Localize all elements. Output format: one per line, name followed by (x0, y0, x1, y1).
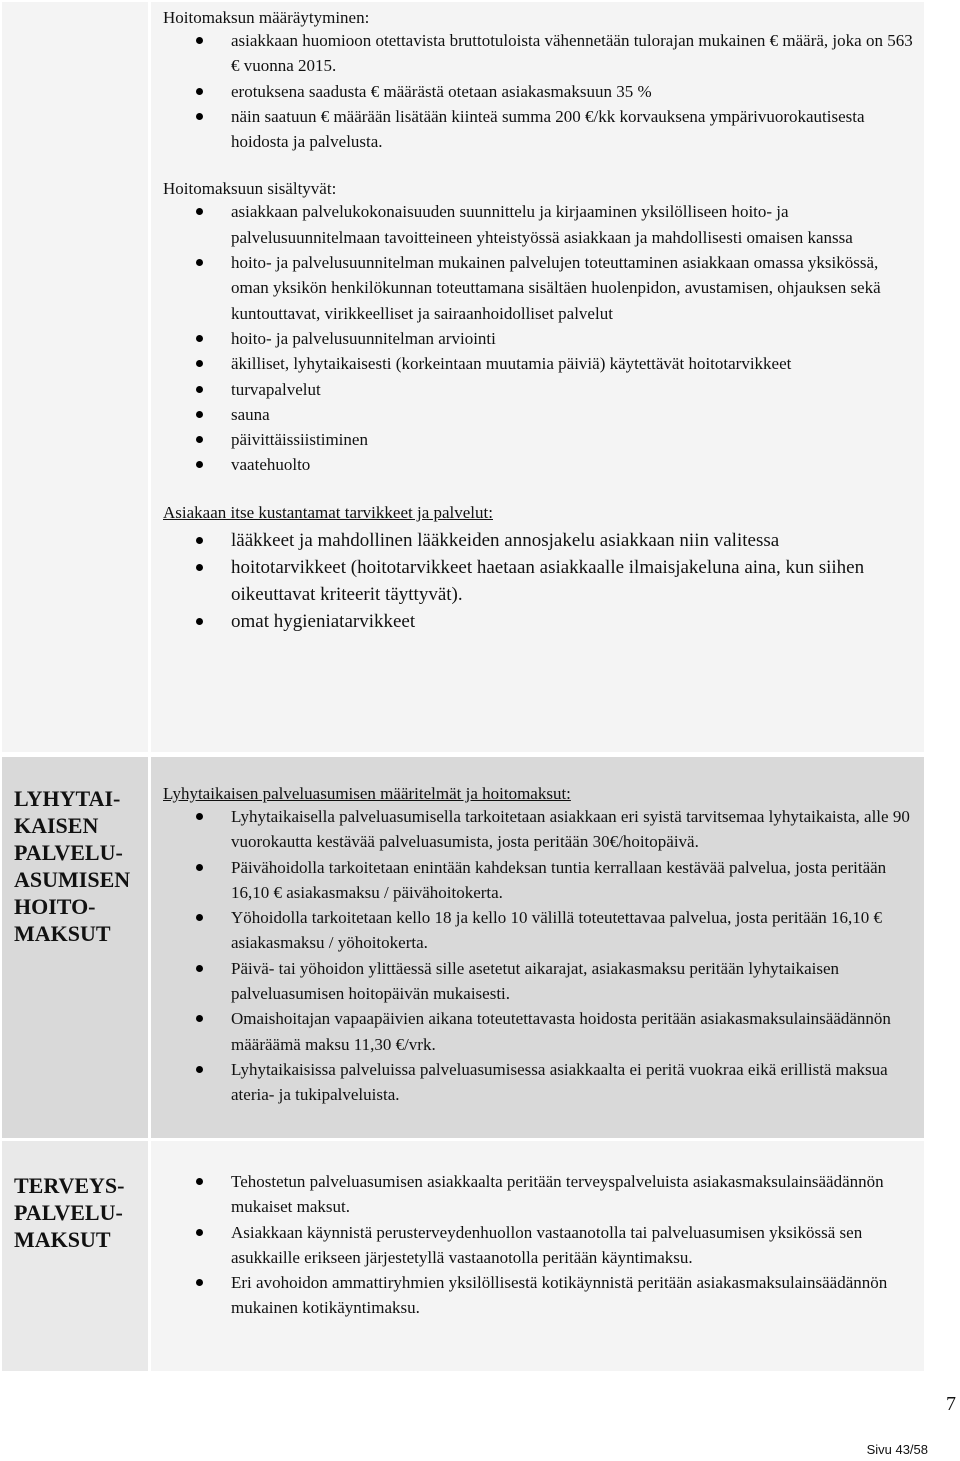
section3-list (163, 1169, 914, 1321)
section2-content (151, 757, 924, 1138)
section3-label: TERVEYS- PALVELU- MAKSUT (2, 1141, 148, 1371)
list-item: sauna (163, 402, 914, 427)
list-item: Eri avohoidon ammattiryhmien yksilöllisestä kotikäynnistä peritään asiakasmaksulainsäädännön mukainen kotikäyntimaksu. (163, 1270, 914, 1321)
list-item: Lyhytaikaisella palveluasumisella tarkoitetaan asiakkaan eri syistä tarvitsemaa lyhytaikaista, alle 90 vuorokautta kestävää palveluasumista, josta peritään 30€/hoitopäivä. (163, 804, 914, 855)
section1-list3 (163, 527, 914, 635)
list-item: hoito- ja palvelusuunnitelman arviointi (163, 326, 914, 351)
list-item: Tehostetun palveluasumisen asiakkaalta peritään terveyspalveluista asiakasmaksulainsäädännön mukaiset maksut. (163, 1169, 914, 1220)
list-item: äkilliset, lyhytaikaisesti (korkeintaan muutamia päiviä) käytettävät hoitotarvikkeet (163, 351, 914, 376)
list-item: Lyhytaikaisissa palveluissa palveluasumisessa asiakkaalta ei peritä vuokraa eikä erillistä maksua ateria- ja tukipalveluista. (163, 1057, 914, 1108)
list-item: hoito- ja palvelusuunnitelman mukainen palvelujen toteuttaminen asiakkaan omassa yksikössä, oman yksikön henkilökunnan toteuttamana sisältäen huolenpidon, avustamisen, ohjauksen sekä kuntouttavat, virikkeelliset ja sairaanhoidolliset palvelut (163, 250, 914, 326)
section1-heading1: Hoitomaksun määräytyminen: (163, 8, 370, 27)
list-item: asiakkaan huomioon otettavista bruttotuloista vähennetään tulorajan mukainen € määrä, joka on 563 € vuonna 2015. (163, 28, 914, 79)
list-item: omat hygieniatarvikkeet (163, 608, 914, 635)
section2-label: LYHYTAI- KAISEN PALVELU- ASUMISEN HOITO- MAKSUT (2, 757, 148, 1138)
list-item: Päivähoidolla tarkoitetaan enintään kahdeksan tuntia kerrallaan kestävää palvelua, josta peritään 16,10 € asiakasmaksu / päivähoitokerta. (163, 855, 914, 906)
list-item: turvapalvelut (163, 377, 914, 402)
section2-list (163, 804, 914, 1108)
list-item: Yöhoidolla tarkoitetaan kello 18 ja kello 10 välillä toteutettavaa palvelua, josta peritään 16,10 € asiakasmaksu / yöhoitokerta. (163, 905, 914, 956)
section1-content (151, 2, 924, 752)
section1-heading3: Asiakaan itse kustantamat tarvikkeet ja palvelut: (163, 502, 493, 522)
list-item: vaatehuolto (163, 452, 914, 477)
list-item: päivittäissiistiminen (163, 427, 914, 452)
list-item: Asiakkaan käynnistä perusterveydenhuollon vastaanotolla tai palveluasumisen yksikössä sen asukkaille erikseen järjestetyllä vastaanotolla peritään käyntimaksu. (163, 1220, 914, 1271)
section1-list2 (163, 199, 914, 477)
list-item: erotuksena saadusta € määrästä otetaan asiakasmaksuun 35 % (163, 79, 914, 104)
page-footer: Sivu 43/58 (866, 1442, 928, 1457)
section1-label-cell (2, 2, 148, 752)
section3-content (151, 1141, 924, 1371)
list-item: hoitotarvikkeet (hoitotarvikkeet haetaan asiakkaalle ilmaisjakeluna aina, kun siihen oikeuttavat kriteerit täyttyvät). (163, 554, 914, 608)
section1-list1 (163, 28, 914, 154)
list-item: Päivä- tai yöhoidon ylittäessä sille asetetut aikarajat, asiakasmaksu peritään lyhytaikaisen palveluasumisen hoitopäivän mukaisesti. (163, 956, 914, 1007)
list-item: Omaishoitajan vapaapäivien aikana toteutettavasta hoidosta peritään asiakasmaksulainsäädännön määräämä maksu 11,30 €/vrk. (163, 1006, 914, 1057)
page-number: 7 (946, 1393, 956, 1415)
section1-heading2: Hoitomaksuun sisältyvät: (163, 179, 337, 199)
list-item: lääkkeet ja mahdollinen lääkkeiden annosjakelu asiakkaan niin valitessa (163, 527, 914, 554)
section2-heading: Lyhytaikaisen palveluasumisen määritelmät ja hoitomaksut: (163, 784, 571, 803)
list-item: näin saatuun € määrään lisätään kiinteä summa 200 €/kk korvauksena ympärivuorokautisesta hoidosta ja palvelusta. (163, 104, 914, 155)
list-item: asiakkaan palvelukokonaisuuden suunnittelu ja kirjaaminen yksilölliseen hoito- ja palvelusuunnitelmaan tavoitteineen yhteistyössä asiakkaan ja mahdollisesti omaisen kanssa (163, 199, 914, 250)
